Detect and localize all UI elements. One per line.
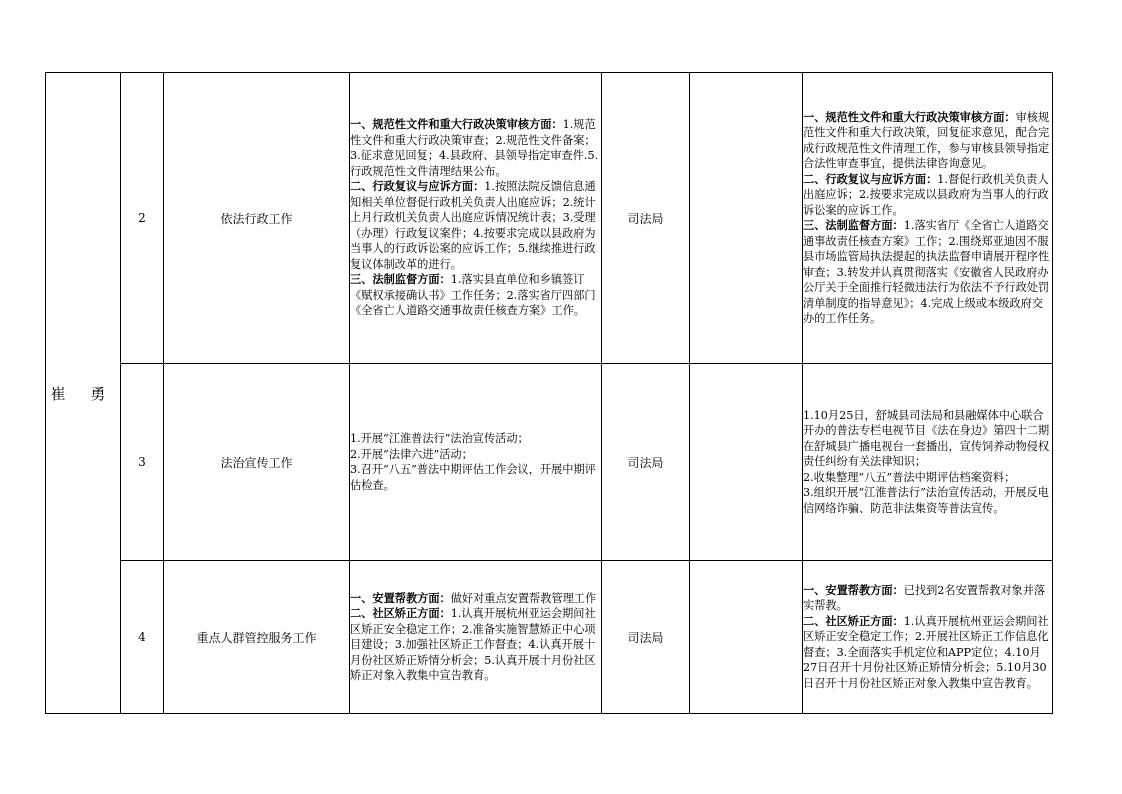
plan-heading: 一、规范性文件和重大行政决策审核方面： <box>350 118 563 132</box>
plan-heading: 三、法制监督方面： <box>350 273 451 287</box>
table-row <box>46 73 1053 364</box>
plan-paragraph <box>350 606 601 684</box>
completion-text: 1.落实省厅《全省亡人道路交通事故责任核查方案》工作；2.围绕郑亚迪因不服县市场监管局执法提起的执法监督申请展开程序性审查；3.转发并认真贯彻落实《安徽省人民政府办公厅关于全面推行轻微违法行为依法不予行政处罚清单制度的指导意见》；4.完成上级或本级政府交办的工作任务。 <box>803 219 1050 325</box>
completion-text: 已找到2名安置帮教对象并落实帮教。 <box>803 583 1046 613</box>
plan-cell <box>350 561 602 714</box>
completion-text: 3.组织开展“江淮普法行”法治宣传活动，开展反电信网络诈骗、防范非法集资等普法宣传。 <box>803 486 1049 515</box>
row-number: 4 <box>121 561 164 714</box>
completion-heading: 一、规范性文件和重大行政决策审核方面： <box>803 110 1016 124</box>
blank-cell <box>690 561 803 714</box>
plan-text: 1.开展“江淮普法行”法治宣传活动； <box>350 432 529 445</box>
plan-heading: 二、行政复议与应诉方面： <box>350 180 485 194</box>
department: 司法局 <box>602 561 690 714</box>
plan-paragraph <box>350 447 601 463</box>
plan-text: 1.落实县直单位和乡镇签订《赋权承接确认书》工作任务；2.落实省厅四部门《全省亡人道路交通事故责任核查方案》工作。 <box>350 273 596 318</box>
row-number: 2 <box>121 73 164 364</box>
completion-paragraph <box>803 470 1052 486</box>
completion-heading: 一、安置帮教方面： <box>803 583 904 597</box>
plan-paragraph <box>350 179 601 272</box>
completion-cell <box>803 364 1053 561</box>
task-name: 法治宣传工作 <box>164 364 350 561</box>
plan-heading: 一、安置帮教方面： <box>350 591 451 605</box>
task-name: 重点人群管控服务工作 <box>164 561 350 714</box>
plan-text: 2.开展“法律六进”活动； <box>350 447 473 461</box>
completion-paragraph <box>803 110 1052 172</box>
completion-heading: 二、行政复议与应诉方面： <box>803 172 938 186</box>
plan-cell <box>350 73 602 364</box>
plan-text: 1.按照法院反馈信息通知相关单位督促行政机关负责人出庭应诉；2.统计上月行政机关负责人出庭应诉情况统计表；3.受理（办理）行政复议案件；4.按要求完成以县政府为当事人的行政诉讼案的应诉工作；5.继续推进行政复议体制改革的进行。 <box>350 180 596 271</box>
responsible-person-cell: 崔 勇 <box>46 73 121 714</box>
plan-text: 3.召开“八五”普法中期评估工作会议，开展中期评估检查。 <box>350 463 596 492</box>
department: 司法局 <box>602 364 690 561</box>
completion-heading: 二、社区矫正方面： <box>803 614 904 628</box>
work-report-table <box>45 72 1053 714</box>
completion-text: 2.收集整理“八五”普法中期评估档案资料； <box>803 470 1016 484</box>
department: 司法局 <box>602 73 690 364</box>
completion-text: 1.认真开展杭州亚运会期间社区矫正安全稳定工作；2.开展社区矫正工作信息化督查；3.全面落实手机定位和APP定位；4.10月27日召开十月份社区矫正矫情分析会；5.10月30日召开十月份社区矫正对象入教集中宣告教育。 <box>803 614 1049 690</box>
completion-paragraph <box>803 172 1052 219</box>
blank-cell <box>690 364 803 561</box>
plan-paragraph <box>350 462 601 493</box>
completion-paragraph <box>803 485 1052 516</box>
completion-cell <box>803 561 1053 714</box>
row-number: 3 <box>121 364 164 561</box>
plan-text: 1.认真开展杭州亚运会期间社区矫正安全稳定工作；2.准备实施智慧矫正中心项目建设；3.加强社区矫正工作督查；4.认真开展十月份社区矫正矫情分析会；5.认真开展十月份社区矫正对象入教集中宣告教育。 <box>350 607 596 682</box>
plan-paragraph <box>350 591 601 607</box>
table-row <box>46 364 1053 561</box>
plan-heading: 二、社区矫正方面： <box>350 607 451 620</box>
completion-paragraph <box>803 614 1052 692</box>
plan-text: 1.规范性文件和重大行政决策审查；2.规范性文件备案；3.征求意见回复；4.县政府、县领导指定审查件.5.行政规范性文件清理结果公布。 <box>350 118 599 178</box>
plan-paragraph <box>350 431 601 447</box>
table-row <box>46 561 1053 714</box>
plan-paragraph <box>350 272 601 319</box>
completion-text: 1.督促行政机关负责人出庭应诉；2.按要求完成以县政府为当事人的行政诉讼案的应诉工作。 <box>803 172 1049 217</box>
completion-heading: 三、法制监督方面： <box>803 219 904 232</box>
blank-cell <box>690 73 803 364</box>
completion-text: 审核规范性文件和重大行政决策，回复征求意见，配合完成行政规范性文件清理工作，参与审核县领导指定合法性审查事宜，提供法律咨询意见。 <box>803 110 1050 170</box>
task-name: 依法行政工作 <box>164 73 350 364</box>
completion-text: 1.10月25日，舒城县司法局和县融媒体中心联合开办的普法专栏电视节目《法在身边》第四十二期在舒城县广播电视台一套播出，宣传饲养动物侵权责任纠纷有关法律知识； <box>803 408 1050 469</box>
plan-text: 做好对重点安置帮教管理工作 <box>450 591 597 605</box>
plan-paragraph <box>350 117 601 179</box>
plan-cell <box>350 364 602 561</box>
completion-cell <box>803 73 1053 364</box>
completion-paragraph <box>803 583 1052 614</box>
completion-paragraph <box>803 218 1052 327</box>
completion-paragraph <box>803 408 1052 470</box>
